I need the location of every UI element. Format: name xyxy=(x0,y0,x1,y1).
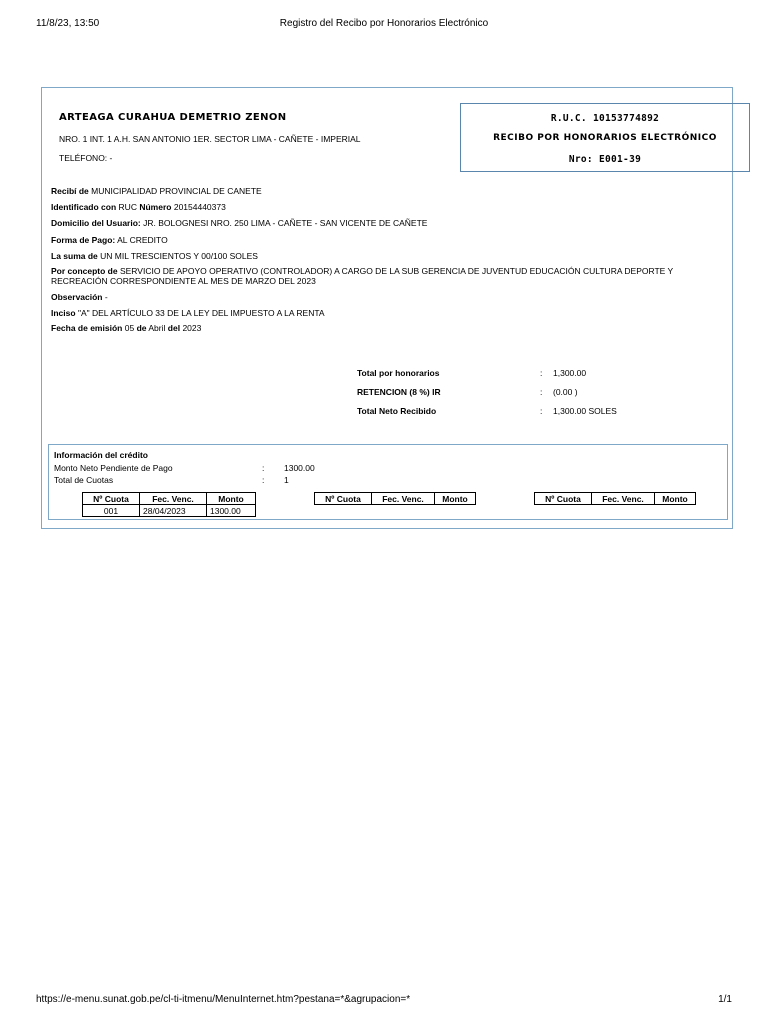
credit-colon: : xyxy=(262,475,265,485)
installments-table-2 xyxy=(314,492,476,505)
table-header-row xyxy=(315,493,476,505)
field-value: RUC xyxy=(118,202,137,212)
field-label: Identificado con xyxy=(51,202,117,212)
ruc-box xyxy=(460,103,750,172)
table-cell-fecha: 28/04/2023 xyxy=(140,505,207,517)
field-value: MUNICIPALIDAD PROVINCIAL DE CANETE xyxy=(91,186,262,196)
field-concepto xyxy=(51,266,711,286)
column-header: Nº Cuota xyxy=(315,493,372,505)
print-title: Registro del Recibo por Honorarios Electrónico xyxy=(279,18,489,29)
column-header: Nº Cuota xyxy=(83,493,140,505)
field-fecha-emision xyxy=(51,323,201,333)
total-colon: : xyxy=(540,368,543,378)
installments-table-3 xyxy=(534,492,696,505)
field-value: "A" DEL ARTÍCULO 33 DE LA LEY DEL IMPUESTO A LA RENTA xyxy=(77,308,325,318)
column-header: Fec. Venc. xyxy=(592,493,655,505)
field-forma-pago xyxy=(51,235,168,245)
ruc-number: R.U.C. 10153774892 xyxy=(550,113,660,124)
print-datetime: 11/8/23, 13:50 xyxy=(36,18,100,29)
credit-row-installments xyxy=(54,475,289,485)
field-value: 05 xyxy=(124,323,135,333)
installments-table-1 xyxy=(82,492,256,517)
issuer-name: ARTEAGA CURAHUA DEMETRIO ZENON xyxy=(59,112,287,123)
table-header-row xyxy=(83,493,256,505)
field-label: Fecha de emisión xyxy=(51,323,123,333)
print-header xyxy=(36,18,732,32)
field-value: JR. BOLOGNESI NRO. 250 LIMA - CAÑETE - SAN VICENTE DE CAÑETE xyxy=(143,218,428,228)
field-label: Forma de Pago: xyxy=(51,235,116,245)
total-colon: : xyxy=(540,387,543,397)
print-url: https://e-menu.sunat.gob.pe/cl-ti-itmenu/MenuInternet.htm?pestana=*&agrupacion=* xyxy=(36,994,411,1005)
field-value: - xyxy=(104,292,108,302)
page-number: 1/1 xyxy=(718,994,732,1005)
field-label: del xyxy=(167,323,181,333)
receipt-number: Nro: E001-39 xyxy=(568,154,642,165)
credit-value: 1300.00 xyxy=(284,463,315,473)
table-row xyxy=(83,505,256,517)
total-value: 1,300.00 SOLES xyxy=(553,406,617,416)
total-value: 1,300.00 xyxy=(553,368,587,378)
field-label: de xyxy=(136,323,147,333)
table-header-row xyxy=(535,493,696,505)
total-label: Total Neto Recibido xyxy=(357,406,437,416)
credit-info-box xyxy=(48,444,728,520)
field-identificado xyxy=(51,202,226,212)
column-header: Monto xyxy=(207,493,256,505)
credit-value: 1 xyxy=(284,475,289,485)
total-value: (0.00 ) xyxy=(553,387,578,397)
credit-heading: Información del crédito xyxy=(54,450,148,460)
column-header: Fec. Venc. xyxy=(372,493,435,505)
column-header: Monto xyxy=(655,493,696,505)
field-label: Domicilio del Usuario: xyxy=(51,218,141,228)
field-label: Por concepto de xyxy=(51,266,118,276)
field-value: UN MIL TRESCIENTOS Y 00/100 SOLES xyxy=(100,251,258,261)
table-cell-cuota: 001 xyxy=(83,505,140,517)
credit-row-pending xyxy=(54,463,315,473)
field-label: Recibí de xyxy=(51,186,89,196)
field-value: 20154440373 xyxy=(173,202,226,212)
field-label: Número xyxy=(139,202,172,212)
print-footer xyxy=(36,994,732,1008)
field-recibi xyxy=(51,186,262,196)
field-label: Inciso xyxy=(51,308,76,318)
column-header: Monto xyxy=(435,493,476,505)
credit-colon: : xyxy=(262,463,265,473)
credit-label: Monto Neto Pendiente de Pago xyxy=(54,463,173,473)
field-value: 2023 xyxy=(182,323,202,333)
table-cell-monto: 1300.00 xyxy=(207,505,256,517)
field-value: AL CREDITO xyxy=(117,235,168,245)
field-inciso xyxy=(51,308,325,318)
receipt xyxy=(41,87,733,529)
issuer-address: NRO. 1 INT. 1 A.H. SAN ANTONIO 1ER. SECTOR LIMA - CAÑETE - IMPERIAL xyxy=(59,134,361,144)
column-header: Fec. Venc. xyxy=(140,493,207,505)
field-label: La suma de xyxy=(51,251,98,261)
document-type: RECIBO POR HONORARIOS ELECTRÓNICO xyxy=(493,133,717,143)
field-observacion xyxy=(51,292,108,302)
field-value: SERVICIO DE APOYO OPERATIVO (CONTROLADOR) A CARGO DE LA SUB GERENCIA DE JUVENTUD EDUCACIÓN CULTURA DEPORTE Y RECREACIÓN CORRESPONDIENTE AL MES DE MARZO DEL 2023 xyxy=(51,266,674,286)
field-suma xyxy=(51,251,258,261)
field-label: Observación xyxy=(51,292,103,302)
total-label: Total por honorarios xyxy=(357,368,440,378)
column-header: Nº Cuota xyxy=(535,493,592,505)
total-label: RETENCION (8 %) IR xyxy=(357,387,441,397)
credit-label: Total de Cuotas xyxy=(54,475,114,485)
field-value: Abril xyxy=(148,323,166,333)
field-domicilio xyxy=(51,218,427,228)
total-colon: : xyxy=(540,406,543,416)
issuer-phone: TELÉFONO: - xyxy=(59,153,113,163)
